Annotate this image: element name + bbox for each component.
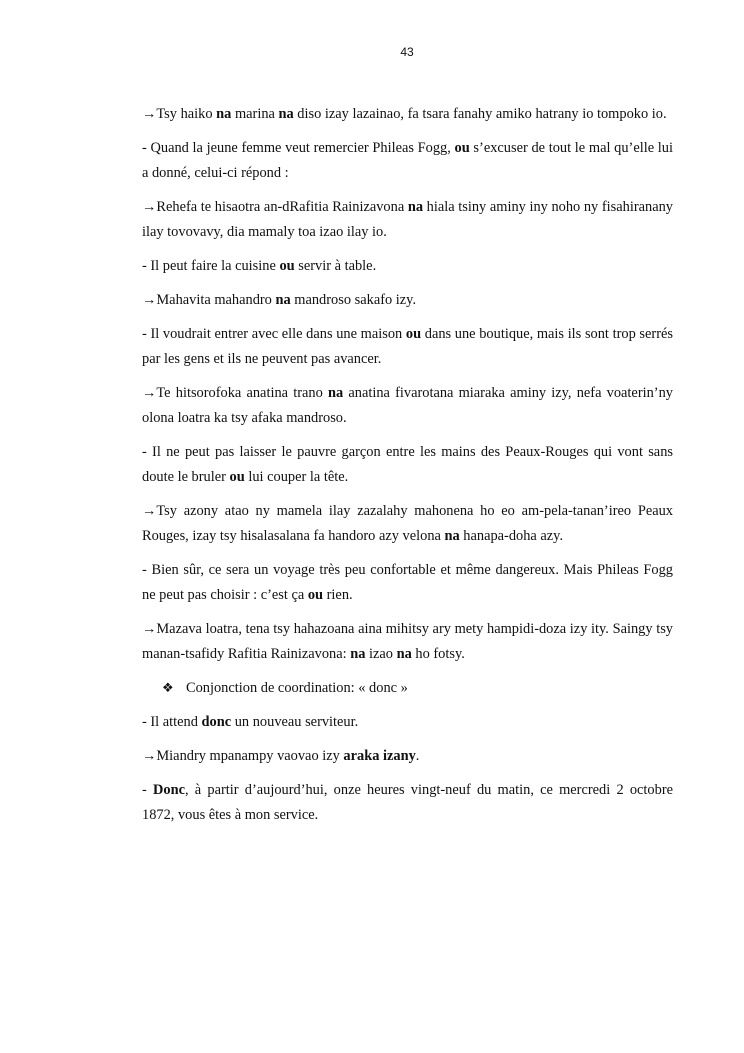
conjunction-highlight: na — [275, 292, 291, 308]
text-run: hiala tsiny aminy iny noho ny fisahiranany ilay tovovavy, dia mamaly toa izao ilay io. — [142, 199, 673, 240]
conjunction-highlight: na — [278, 106, 294, 122]
paragraph — [142, 499, 673, 549]
text-run: mandroso sakafo izy. — [290, 292, 417, 308]
paragraph — [142, 778, 673, 828]
conjunction-highlight: na — [350, 646, 366, 662]
conjunction-highlight: na — [327, 385, 344, 401]
paragraph — [142, 288, 673, 313]
text-run: servir à table. — [294, 258, 377, 274]
text-run: - Il ne peut pas laisser le pauvre garçon entre les mains des Peaux-Rouges qui vont sans doute le bruler — [142, 444, 673, 485]
conjunction-highlight: donc — [201, 714, 232, 730]
text-run: lui couper la tête. — [244, 469, 349, 485]
section-heading — [142, 676, 673, 701]
paragraph — [142, 617, 673, 667]
conjunction-highlight: Donc — [153, 782, 185, 798]
paragraph — [142, 254, 673, 279]
paragraph — [142, 558, 673, 608]
paragraph — [142, 710, 673, 735]
text-run: un nouveau serviteur. — [231, 714, 359, 730]
conjunction-highlight: ou — [279, 258, 295, 274]
text-run: rien. — [323, 587, 353, 603]
conjunction-highlight: ou — [307, 587, 324, 603]
text-run: →Te hitsorofoka anatina trano — [142, 385, 328, 401]
section-heading-text: Conjonction de coordination: « donc » — [186, 680, 408, 696]
paragraph — [142, 195, 673, 245]
conjunction-highlight: na — [216, 106, 232, 122]
conjunction-highlight: araka izany — [343, 748, 416, 764]
text-run: anatina fivarotana miaraka aminy izy, nefa voaterin’ny olona loatra ka tsy afaka mandroso. — [142, 385, 673, 426]
text-run: →Rehefa te hisaotra an-dRafitia Rainizavona — [142, 199, 408, 215]
text-run: - Quand la jeune femme veut remercier Phileas Fogg, — [142, 140, 455, 156]
text-run: - Il attend — [142, 714, 202, 730]
text-run: - Il voudrait entrer avec elle dans une maison — [142, 326, 406, 342]
conjunction-highlight: na — [396, 646, 412, 662]
text-run: →Tsy haiko — [142, 106, 217, 122]
paragraph — [142, 381, 673, 431]
paragraph — [142, 440, 673, 490]
text-run: - — [142, 782, 153, 798]
text-run: izao — [365, 646, 397, 662]
text-run: . — [415, 748, 420, 764]
page-number: 43 — [400, 45, 414, 59]
paragraph — [142, 102, 673, 127]
text-run: hanapa-doha azy. — [459, 528, 564, 544]
text-run: →Tsy azony atao ny mamela ilay zazalahy mahonena ho eo am-pela-tanan’ireo Peaux Rouges, izay tsy hisalasalana fa handoro azy velona — [142, 503, 673, 544]
text-run: →Mazava loatra, tena tsy hahazoana aina mihitsy ary mety hampidi-doza izy ity. Saingy tsy manan-tsafidy Rafitia Rainizavona: — [142, 621, 673, 662]
text-run: →Miandry mpanampy vaovao izy — [142, 748, 344, 764]
text-run: diso izay lazainao, fa tsara fanahy amiko hatrany io tompoko io. — [293, 106, 667, 122]
text-run: - Il peut faire la cuisine — [142, 258, 280, 274]
conjunction-highlight: ou — [229, 469, 245, 485]
document-body — [142, 102, 673, 837]
paragraph — [142, 322, 673, 372]
text-run: , à partir d’aujourd’hui, onze heures vingt-neuf du matin, ce mercredi 2 octobre 1872, vous êtes à mon service. — [142, 782, 673, 823]
text-run: marina — [231, 106, 279, 122]
paragraph — [142, 744, 673, 769]
diamond-bullet-icon: ❖ — [162, 681, 174, 696]
text-run: dans une boutique, mais ils sont trop serrés par les gens et ils ne peuvent pas avancer. — [142, 326, 673, 367]
text-run: ho fotsy. — [411, 646, 465, 662]
paragraph — [142, 136, 673, 186]
conjunction-highlight: ou — [454, 140, 470, 156]
text-run: s’excuser de tout le mal qu’elle lui a donné, celui-ci répond : — [142, 140, 673, 181]
text-run: →Mahavita mahandro — [142, 292, 276, 308]
conjunction-highlight: na — [407, 199, 424, 215]
text-run: - Bien sûr, ce sera un voyage très peu confortable et même dangereux. Mais Phileas Fogg ne peut pas choisir : c’est ça — [142, 562, 673, 603]
conjunction-highlight: ou — [405, 326, 422, 342]
conjunction-highlight: na — [444, 528, 460, 544]
